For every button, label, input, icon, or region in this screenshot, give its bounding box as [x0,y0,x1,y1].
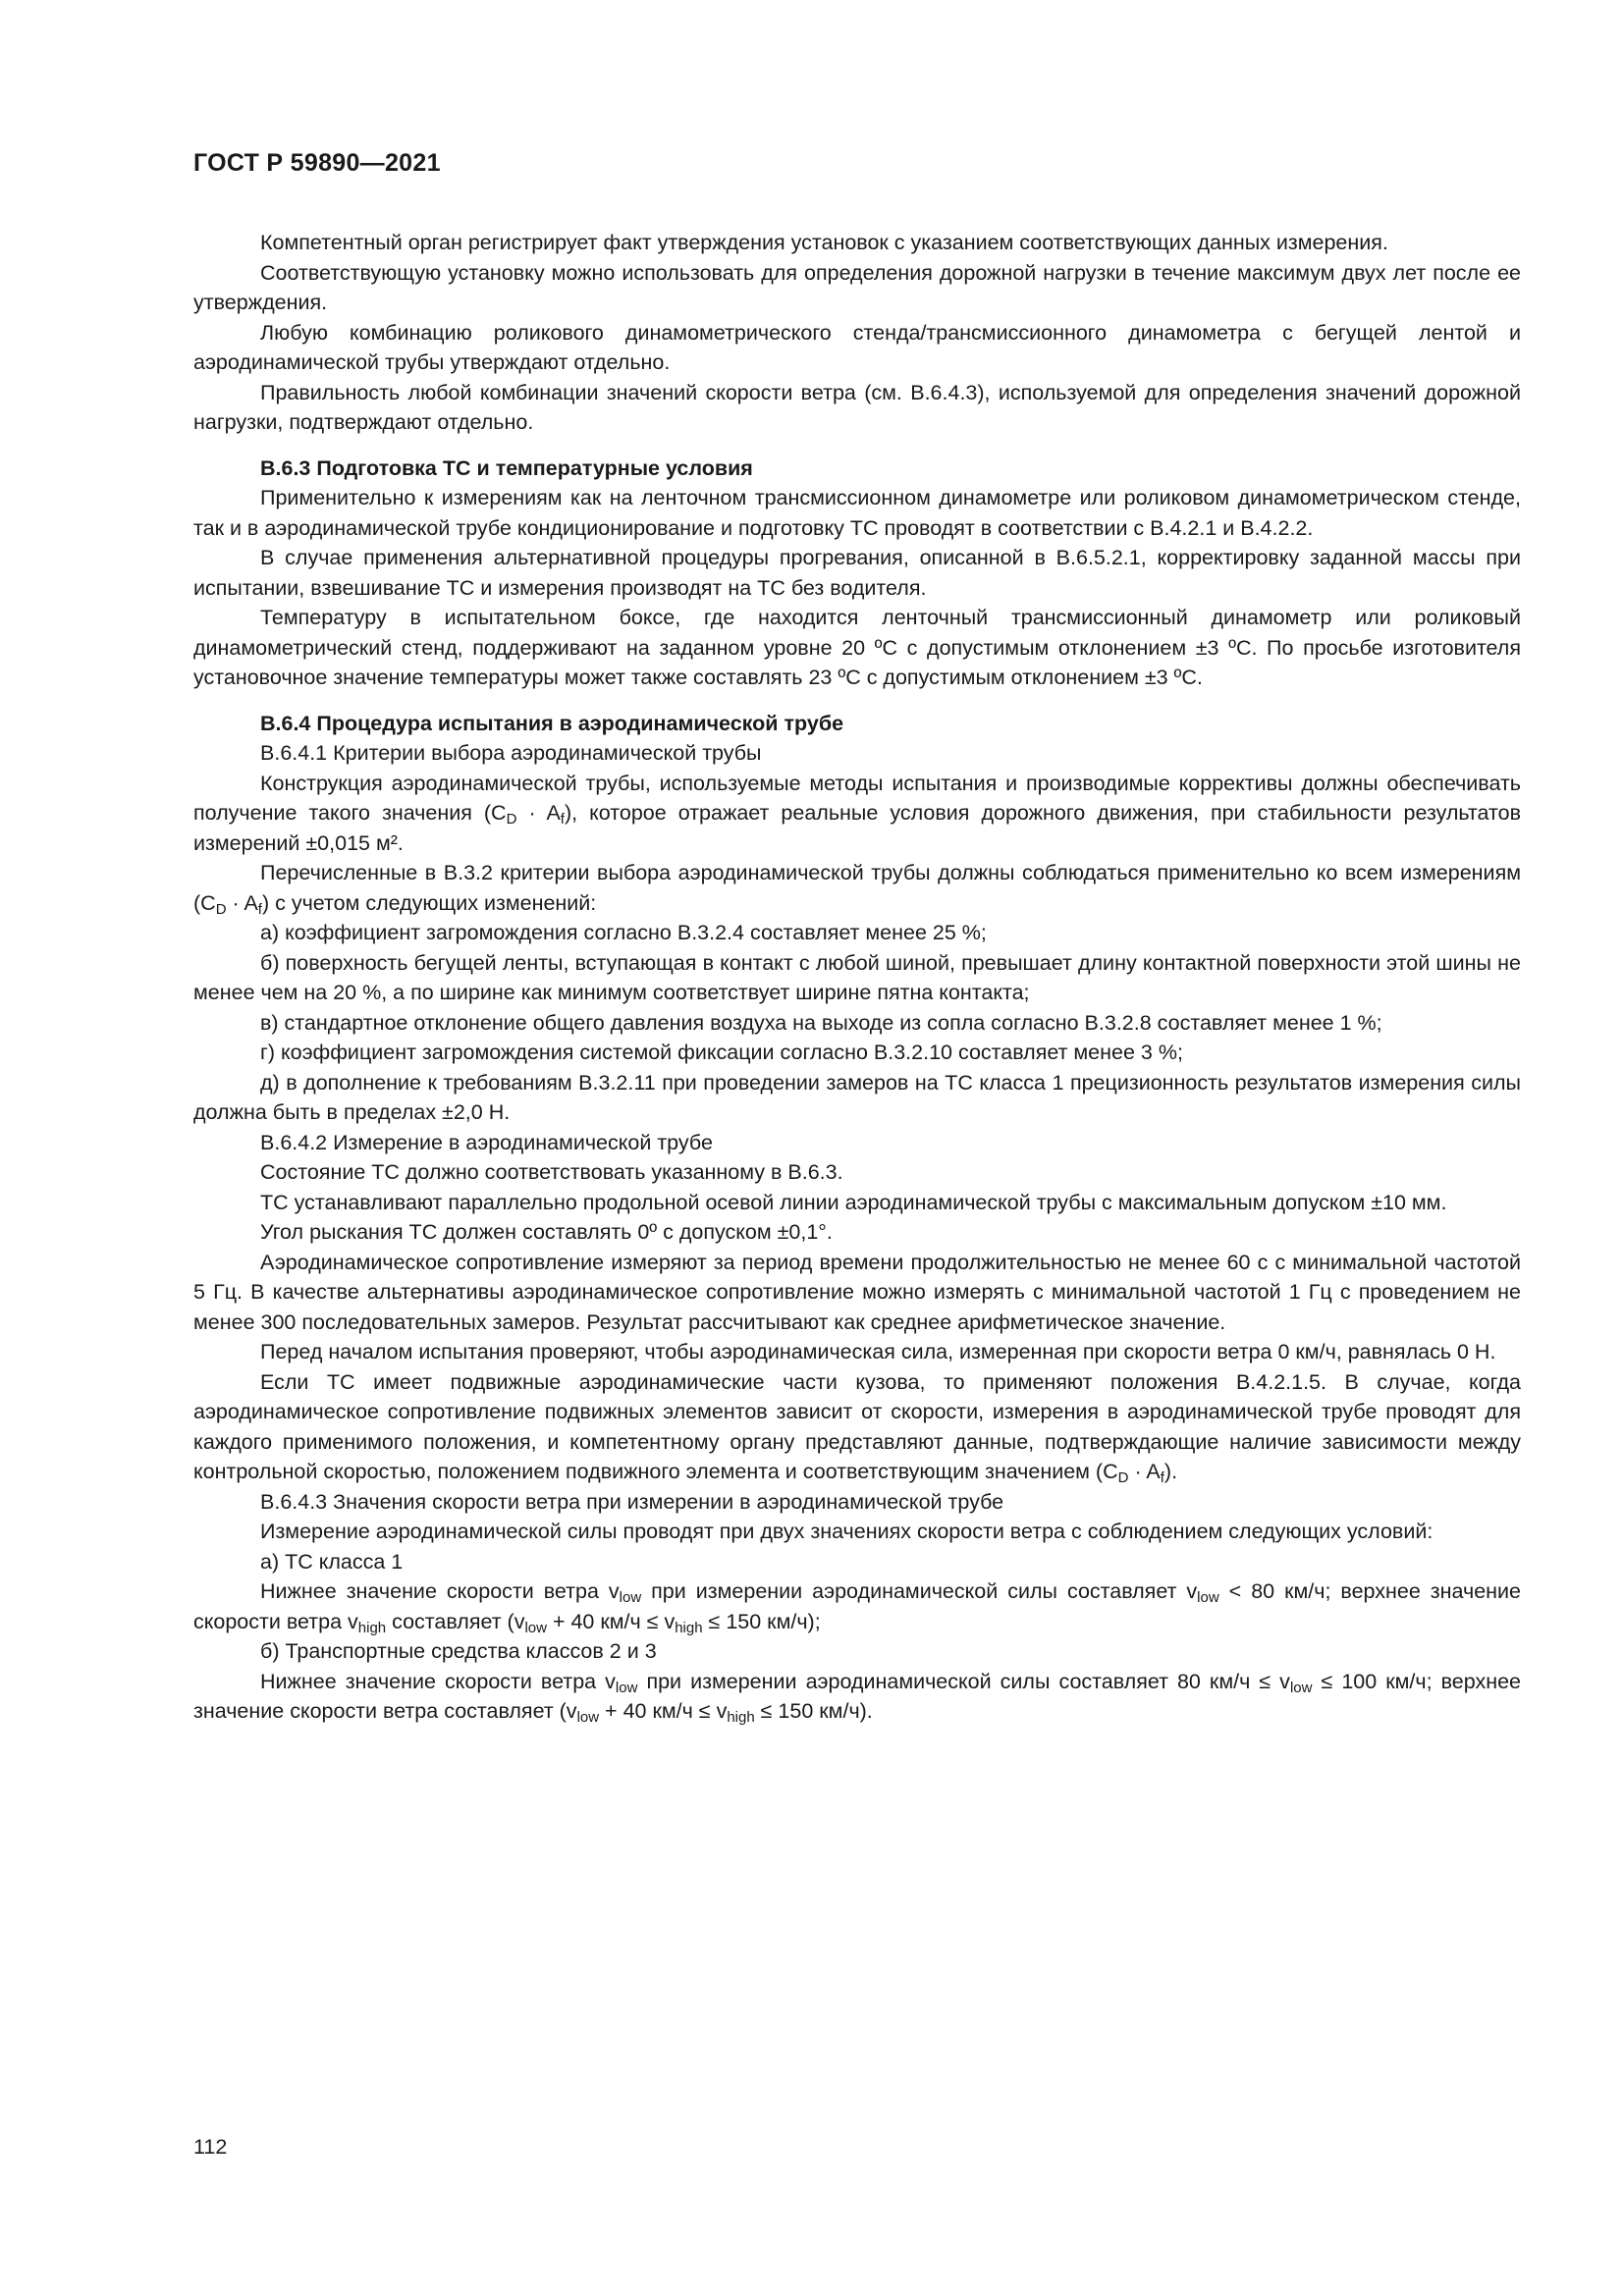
page-number: 112 [193,2135,228,2159]
paragraph: Применительно к измерениям как на ленточном трансмиссионном динамометре или роликовом динамометрическом стенде, так и в аэродинамической трубе кондиционирование и подготовку ТС проводят в соответствии с В.4.2.1 и В.4.2.2. [193,486,1521,540]
list-item: б) поверхность бегущей ленты, вступающая в контакт с любой шиной, превышает длину контактной поверхности этой шины не менее чем на 20 %, а по ширине как минимум соответствует ширине пятна контакта; [193,950,1521,1004]
paragraph: Перечисленные в В.3.2 критерии выбора аэродинамической трубы должны соблюдаться применительно ко всем измерениям $(C_D \cdot A_f)$ с учетом следующих изменений: [193,861,1521,918]
paragraph: Нижнее значение скорости ветра $v_{low}$ при измерении аэродинамической силы составляет 80 $км/ч \le v_{low} \le 100$ км/ч; верхнее значение скорости ветра составляет ($v_{low} + 40$ $км/ч \le v_{high} \le 150$ км/ч). [193,1669,1522,1726]
subsection-heading: В.6.4.3 Значения скорости ветра при измерении в аэродинамической трубе [260,1489,1004,1514]
paragraph: Перед началом испытания проверяют, чтобы аэродинамическая сила, измеренная при скорости ветра 0 км/ч, равнялась 0 Н. [260,1340,1496,1363]
list-item: а) ТС класса 1 [260,1549,404,1574]
list-item: г) коэффициент загромождения системой фиксации согласно В.3.2.10 составляет менее 3 %; [260,1041,1183,1064]
paragraph: Правильность любой комбинации значений скорости ветра (см. В.6.4.3), используемой для определения значений дорожной нагрузки, подтверждают отдельно. [193,380,1521,434]
section-heading: В.6.3 Подготовка ТС и температурные условия [260,455,753,480]
list-item: а) коэффициент загромождения согласно В.3.2.4 составляет менее 25 %; [260,921,987,944]
paragraph: Измерение аэродинамической силы проводят при двух значениях скорости ветра с соблюдением следующих условий: [260,1520,1434,1543]
paragraph: Состояние ТС должно соответствовать указанному в В.6.3. [260,1160,843,1184]
list-item: в) стандартное отклонение общего давления воздуха на выходе из сопла согласно В.3.2.8 составляет менее 1 %; [260,1010,1382,1035]
document-header: ГОСТ Р 59890—2021 [193,149,441,177]
document-body [193,228,1521,1727]
paragraph: Соответствующую установку можно использовать для определения дорожной нагрузки в течение максимум двух лет после ее утверждения. [193,260,1521,314]
paragraph: Аэродинамическое сопротивление измеряют за период времени продолжительностью не менее 60 с с минимальной частотой 5 Гц. В качестве альтернативы аэродинамическое сопротивление можно измерять с минимальной частотой 1 Гц с проведением не менее 300 последовательных замеров. Результат рассчитывают как среднее арифметическое значение. [193,1250,1521,1334]
subsection-heading: В.6.4.2 Измерение в аэродинамической трубе [260,1130,713,1154]
paragraph: Конструкция аэродинамической трубы, используемые методы испытания и производимые коррективы должны обеспечивать получение такого значения $(C_D \cdot A_f)$, которое отражает реальные условия дорожного движения, при стабильности результатов измерений ±0,015 м². [193,771,1521,855]
paragraph: ТС устанавливают параллельно продольной осевой линии аэродинамической трубы с максимальным допуском ±10 мм. [260,1190,1447,1214]
list-item: д) в дополнение к требованиям В.3.2.11 при проведении замеров на ТС класса 1 прецизионность результатов измерения силы должна быть в пределах ±2,0 Н. [193,1070,1521,1124]
paragraph: Компетентный орган регистрирует факт утверждения установок с указанием соответствующих данных измерения. [260,231,1388,254]
section-heading: В.6.4 Процедура испытания в аэродинамической трубе [260,711,844,735]
paragraph: Нижнее значение скорости ветра $v_{low}$ при измерении аэродинамической силы составляет $v_{low} < 80$ км/ч; верхнее значение скорости ветра $v_{high}$ составляет ($v_{low} + 40$ $км/ч \le v_{high} \le 150$ км/ч); [193,1579,1521,1636]
paragraph: В случае применения альтернативной процедуры прогревания, описанной в В.6.5.2.1, корректировку заданной массы при испытании, взвешивание ТС и измерения производят на ТС без водителя. [193,546,1521,600]
paragraph: Температуру в испытательном боксе, где находится ленточный трансмиссионный динамометр или роликовый динамометрический стенд, поддерживают на заданном уровне 20 ºС с допустимым отклонением ±3 ºС. По просьбе изготовителя установочное значение температуры может также составлять 23 ºС с допустимым отклонением ±3 ºС. [193,606,1521,689]
list-item: б) Транспортные средства классов 2 и 3 [260,1639,657,1663]
paragraph: Если ТС имеет подвижные аэродинамические части кузова, то применяют положения В.4.2.1.5. В случае, когда аэродинамическое сопротивление подвижных элементов зависит от скорости, измерения в аэродинамической трубе проводят для каждого применимого положения, и компетентному органу представляют данные, подтверждающие наличие зависимости между контрольной скоростью, положением подвижного элемента и соответствующим значением $(C_D \cdot A_f)$. [193,1369,1521,1486]
paragraph: Любую комбинацию роликового динамометрического стенда/трансмиссионного динамометра с бегущей лентой и аэродинамической трубы утверждают отдельно. [193,320,1521,374]
subsection-heading: В.6.4.1 Критерии выбора аэродинамической трубы [260,741,762,765]
paragraph: Угол рыскания ТС должен составлять 0º с допуском ±0,1°. [260,1220,833,1244]
